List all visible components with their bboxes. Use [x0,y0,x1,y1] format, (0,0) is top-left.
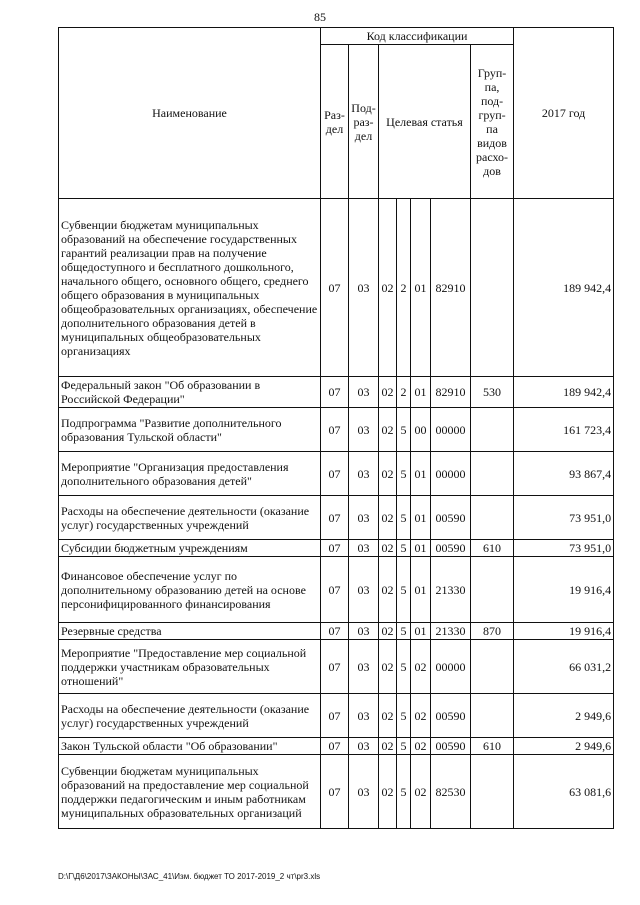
cell-t3: 01 [411,496,431,540]
cell-t1: 02 [379,540,397,557]
cell-t4: 00000 [431,452,471,496]
cell-t1: 02 [379,408,397,452]
cell-podrazdel: 03 [349,496,379,540]
cell-podrazdel: 03 [349,694,379,738]
cell-podrazdel: 03 [349,755,379,829]
cell-t1: 02 [379,738,397,755]
cell-podrazdel: 03 [349,557,379,623]
budget-table [58,27,614,829]
cell-t2: 5 [397,496,411,540]
cell-name: Мероприятие "Организация предоставления дополнительного образования детей" [59,452,321,496]
cell-vid [471,557,514,623]
cell-vid [471,408,514,452]
cell-amount: 19 916,4 [514,623,614,640]
cell-vid [471,694,514,738]
cell-podrazdel: 03 [349,408,379,452]
table-row [59,199,614,377]
table-body [59,199,614,829]
cell-vid: 610 [471,738,514,755]
cell-t2: 2 [397,377,411,408]
cell-name: Резервные средства [59,623,321,640]
cell-name: Субсидии бюджетным учреждениям [59,540,321,557]
cell-t3: 02 [411,738,431,755]
cell-t1: 02 [379,496,397,540]
cell-t4: 82530 [431,755,471,829]
table-row [59,755,614,829]
header-expense-group: Груп- па, под- груп- па видов расхо- дов [471,45,514,199]
cell-t4: 00590 [431,738,471,755]
table-row [59,408,614,452]
cell-vid: 530 [471,377,514,408]
table-row [59,694,614,738]
cell-razdel: 07 [321,377,349,408]
table-row [59,557,614,623]
cell-amount: 73 951,0 [514,540,614,557]
cell-razdel: 07 [321,557,349,623]
cell-t4: 21330 [431,623,471,640]
cell-name: Подпрограмма "Развитие дополнительного образования Тульской области" [59,408,321,452]
header-name: Наименование [59,28,321,199]
cell-t2: 5 [397,540,411,557]
cell-t1: 02 [379,640,397,694]
cell-t1: 02 [379,377,397,408]
cell-vid [471,496,514,540]
cell-podrazdel: 03 [349,623,379,640]
cell-t3: 02 [411,694,431,738]
cell-podrazdel: 03 [349,540,379,557]
cell-t2: 5 [397,640,411,694]
cell-name: Расходы на обеспечение деятельности (оказание услуг) государственных учреждений [59,496,321,540]
cell-name: Субвенции бюджетам муниципальных образований на обеспечение государственных гарантий реализации прав на получение общедоступного и бесплатного дошкольного, начального общего, основного общего, среднего общего образования в муниципальных общеобразовательных организациях, обеспечение дополнительного образования детей в муниципальных общеобразовательных организациях [59,199,321,377]
cell-t2: 5 [397,408,411,452]
cell-t3: 02 [411,755,431,829]
header-target-article: Целевая статья [379,45,471,199]
cell-t1: 02 [379,557,397,623]
cell-amount: 19 916,4 [514,557,614,623]
table-row [59,377,614,408]
cell-t2: 5 [397,557,411,623]
cell-t2: 5 [397,738,411,755]
cell-razdel: 07 [321,199,349,377]
cell-amount: 73 951,0 [514,496,614,540]
cell-t3: 01 [411,199,431,377]
cell-name: Закон Тульской области "Об образовании" [59,738,321,755]
cell-amount: 66 031,2 [514,640,614,694]
table-row [59,496,614,540]
cell-t3: 01 [411,557,431,623]
cell-t4: 00590 [431,694,471,738]
header-section: Раз- дел [321,45,349,199]
cell-podrazdel: 03 [349,377,379,408]
cell-vid [471,755,514,829]
cell-t4: 82910 [431,199,471,377]
header-classification: Код классификации [321,28,514,45]
cell-vid: 870 [471,623,514,640]
cell-name: Мероприятие "Предоставление мер социальной поддержки участникам образовательных отношений" [59,640,321,694]
cell-vid [471,452,514,496]
cell-t3: 01 [411,377,431,408]
cell-podrazdel: 03 [349,199,379,377]
cell-t4: 21330 [431,557,471,623]
cell-t1: 02 [379,199,397,377]
table-row [59,540,614,557]
cell-podrazdel: 03 [349,738,379,755]
table-row [59,623,614,640]
cell-name: Субвенции бюджетам муниципальных образований на предоставление мер социальной поддержки педагогическим и иным работникам муниципальных образовательных организаций [59,755,321,829]
cell-t1: 02 [379,755,397,829]
cell-t1: 02 [379,452,397,496]
cell-t2: 5 [397,623,411,640]
header-subsection: Под- раз- дел [349,45,379,199]
cell-amount: 2 949,6 [514,694,614,738]
cell-t3: 02 [411,640,431,694]
cell-t3: 01 [411,540,431,557]
cell-t1: 02 [379,694,397,738]
cell-t4: 00590 [431,540,471,557]
cell-razdel: 07 [321,623,349,640]
cell-t1: 02 [379,623,397,640]
table-row [59,452,614,496]
cell-name: Федеральный закон "Об образовании в Российской Федерации" [59,377,321,408]
cell-amount: 189 942,4 [514,199,614,377]
cell-t2: 2 [397,199,411,377]
cell-vid: 610 [471,540,514,557]
cell-name: Расходы на обеспечение деятельности (оказание услуг) государственных учреждений [59,694,321,738]
cell-razdel: 07 [321,452,349,496]
cell-amount: 2 949,6 [514,738,614,755]
cell-amount: 189 942,4 [514,377,614,408]
cell-t3: 00 [411,408,431,452]
cell-amount: 93 867,4 [514,452,614,496]
cell-amount: 63 081,6 [514,755,614,829]
cell-razdel: 07 [321,755,349,829]
cell-t2: 5 [397,755,411,829]
cell-t3: 01 [411,623,431,640]
cell-t4: 00000 [431,640,471,694]
cell-t2: 5 [397,452,411,496]
cell-t4: 00590 [431,496,471,540]
footer-file-path: D:\Г\Д6\2017\ЗАКОНЫ\ЗАС_41\Изм. бюджет ТО 2017-2019_2 чт\pr3.xls [58,872,321,881]
cell-razdel: 07 [321,640,349,694]
page-number: 85 [314,10,326,24]
cell-t4: 00000 [431,408,471,452]
table-row [59,738,614,755]
cell-razdel: 07 [321,738,349,755]
cell-t2: 5 [397,694,411,738]
cell-razdel: 07 [321,540,349,557]
cell-podrazdel: 03 [349,452,379,496]
cell-t3: 01 [411,452,431,496]
cell-vid [471,640,514,694]
cell-t4: 82910 [431,377,471,408]
cell-podrazdel: 03 [349,640,379,694]
table-row [59,640,614,694]
cell-razdel: 07 [321,408,349,452]
cell-razdel: 07 [321,694,349,738]
cell-vid [471,199,514,377]
cell-name: Финансовое обеспечение услуг по дополнительному образованию детей на основе персонифицированного финансирования [59,557,321,623]
cell-razdel: 07 [321,496,349,540]
cell-amount: 161 723,4 [514,408,614,452]
header-year: 2017 год [514,28,614,199]
